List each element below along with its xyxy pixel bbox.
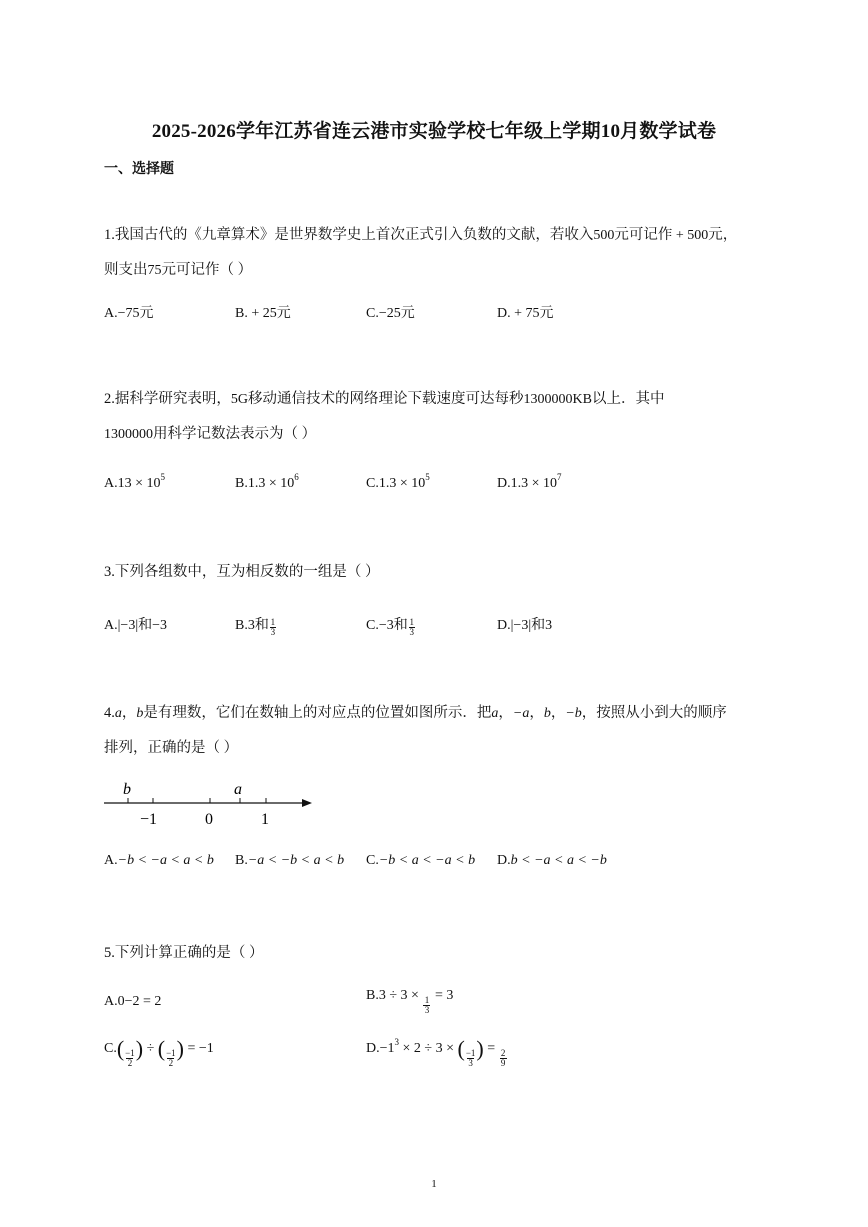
question-5-options-row2 bbox=[104, 1036, 744, 1068]
q3-option-b[interactable]: B.3和 $\frac{1}{3}$ bbox=[235, 617, 276, 637]
q2-option-b[interactable]: $B.1.3 \times 10^6$ bbox=[235, 472, 299, 491]
q1-option-d[interactable]: D. + 75元 bbox=[497, 306, 554, 321]
tick-label-1: 1 bbox=[261, 811, 269, 828]
question-1-stem: 1.我国古代的《九章算术》是世界数学史上首次正式引入负数的文献，若收入500元可记作 + 500元， 则支出75元可记作（ ） bbox=[104, 227, 738, 278]
page-number: 1 bbox=[431, 1178, 437, 1190]
q5-option-b[interactable]: B.3 ÷ 3 × $\frac{1}{3}$ = 3 bbox=[366, 988, 454, 1015]
q5-option-d[interactable]: $D.-1^3 \times 2 \div 3$ × ( $\frac{-1}{3}$ ) = $\frac{2}{9}$ bbox=[366, 1036, 506, 1068]
q4-option-b[interactable]: B.−a < −b < a < b bbox=[235, 853, 345, 868]
question-3-stem: 3.下列各组数中，互为相反数的一组是（ ） bbox=[104, 564, 380, 580]
number-line-figure bbox=[100, 776, 320, 832]
question-4-stem: 4.a，b是有理数，它们在数轴上的对应点的位置如图所示．把a，−a，b，−b，按照从小到大的顺序 排列，正确的是（ ） bbox=[104, 705, 727, 756]
q4-option-d[interactable]: D.b < −a < a < −b bbox=[497, 853, 607, 868]
q1-option-a[interactable]: A.−75元 bbox=[104, 306, 154, 321]
question-1-options bbox=[104, 302, 704, 326]
q2-option-a[interactable]: $A.13 \times 10^5$ bbox=[104, 472, 166, 491]
question-2-options bbox=[104, 472, 704, 496]
question-5-stem: 5.下列计算正确的是（ ） bbox=[104, 945, 264, 961]
tick-label-0: 0 bbox=[205, 811, 213, 828]
number-line-arrow-icon bbox=[302, 799, 312, 807]
q1-option-c[interactable]: C.−25元 bbox=[366, 306, 415, 321]
question-4-options bbox=[104, 853, 744, 877]
q5-option-a[interactable]: A.0−2 = 2 bbox=[104, 994, 162, 1009]
section-heading-choice: 一、选择题 bbox=[104, 162, 174, 177]
q2-option-d[interactable]: $D.1.3 \times 10^7$ bbox=[497, 472, 562, 491]
q3-option-a[interactable]: A.|−3|和−3 bbox=[104, 618, 168, 633]
q3-option-d[interactable]: D.|−3|和3 bbox=[497, 618, 553, 633]
tick-label-neg1: −1 bbox=[140, 811, 158, 828]
question-5-options-row1 bbox=[104, 988, 744, 1018]
q4-option-a[interactable]: A.−b < −a < a < b bbox=[104, 853, 214, 868]
point-label-a: a bbox=[234, 781, 242, 798]
question-2-stem: 2.据科学研究表明，5G移动通信技术的网络理论下载速度可达每秒1300000KB以上．其中 1300000用科学记数法表示为（ ） bbox=[104, 391, 665, 442]
point-label-b: b bbox=[123, 781, 131, 798]
q3-option-c[interactable]: C.−3和 $\frac{1}{3}$ bbox=[366, 617, 414, 637]
q5-option-c[interactable]: C.( $\frac{-1}{2}$ ) ÷ ( $\frac{-1}{2}$ ) = −1 bbox=[104, 1036, 214, 1068]
q4-option-c[interactable]: C.−b < a < −a < b bbox=[366, 853, 476, 868]
question-3-options bbox=[104, 614, 704, 638]
q1-option-b[interactable]: B. + 25元 bbox=[235, 306, 291, 321]
q2-option-c[interactable]: $C.1.3 \times 10^5$ bbox=[366, 472, 430, 491]
exam-title: 2025-2026学年江苏省连云港市实验学校七年级上学期10月数学试卷 bbox=[151, 121, 717, 142]
